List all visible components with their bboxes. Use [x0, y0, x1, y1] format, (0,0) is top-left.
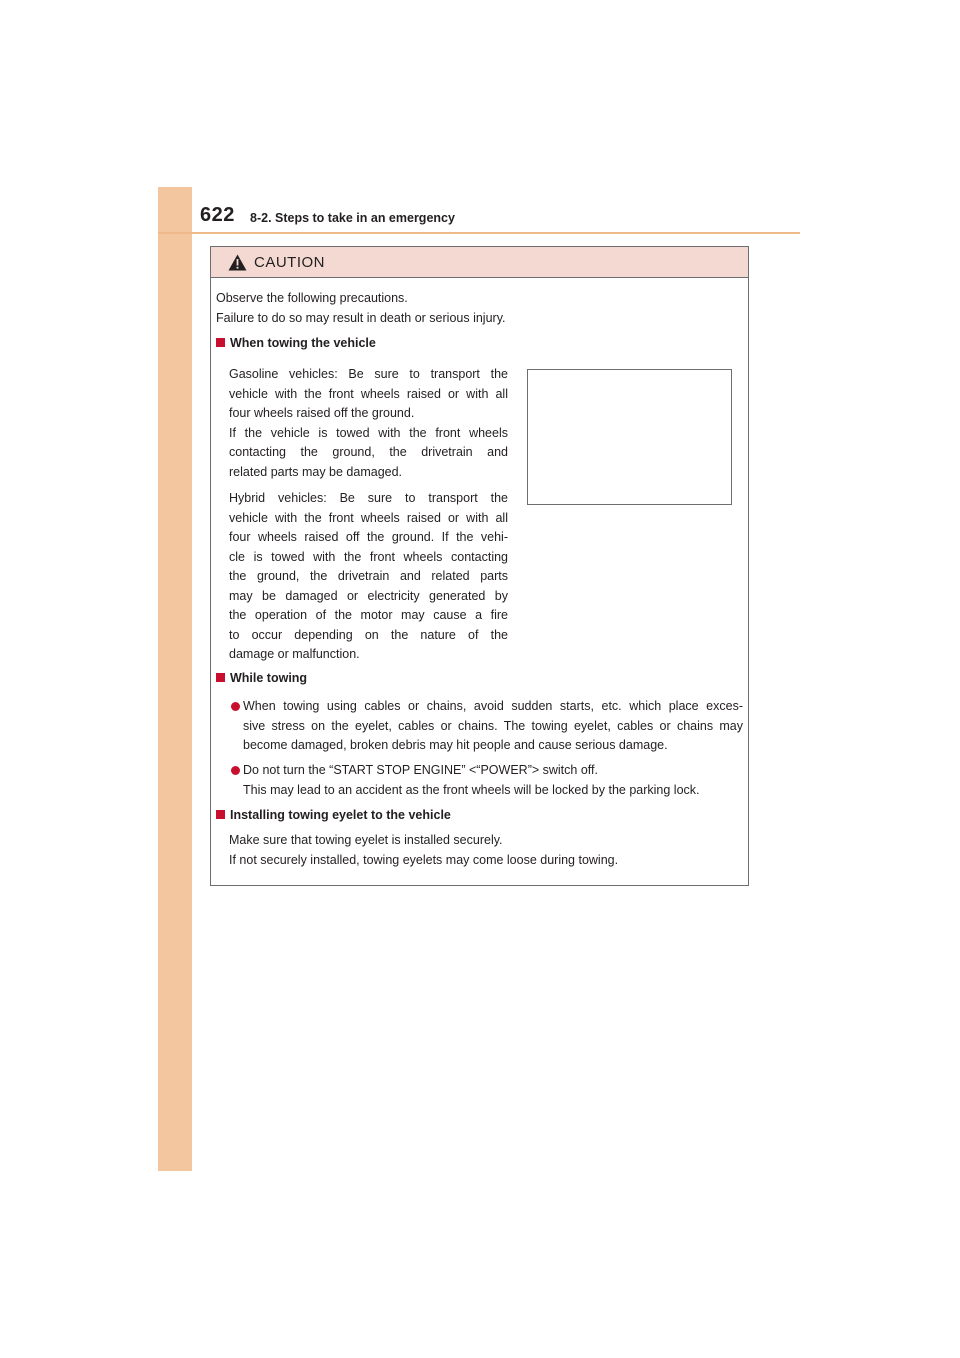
square-bullet-icon: [216, 673, 225, 682]
paragraph-line: damage or malfunction.: [229, 647, 360, 661]
paragraph-line: vehicle with the front wheels raised or with all: [229, 510, 508, 525]
caution-title: CAUTION: [254, 254, 325, 271]
caution-header: [211, 247, 748, 278]
while-towing-item: [229, 697, 743, 756]
paragraph-line: four wheels raised off the ground. If the vehi-: [229, 530, 508, 544]
heading-installing-eyelet: [216, 806, 451, 826]
header-rule: [158, 232, 800, 234]
paragraph-line: Hybrid vehicles: Be sure to transport the: [229, 491, 508, 505]
paragraph-line: cle is towed with the front wheels contacting: [229, 549, 508, 564]
paragraph-line: Make sure that towing eyelet is installed securely.: [229, 833, 503, 847]
section-title: 8-2. Steps to take in an emergency: [250, 211, 455, 225]
intro-line: Failure to do so may result in death or serious injury.: [216, 310, 506, 325]
paragraph-line: to occur depending on the nature of the: [229, 627, 508, 642]
heading-while-towing: [216, 669, 307, 689]
hybrid-paragraph: [229, 489, 508, 665]
paragraph-line: the operation of the motor may cause a fire: [229, 608, 508, 622]
paragraph-line: If the vehicle is towed with the front wheels: [229, 425, 508, 440]
item-line: Do not turn the “START STOP ENGINE” <“POWER”> switch off.: [243, 763, 598, 777]
square-bullet-icon: [216, 810, 225, 819]
paragraph-line: If not securely installed, towing eyelets may come loose during towing.: [229, 852, 619, 867]
warning-triangle-icon: [228, 254, 247, 271]
intro-line: Observe the following precautions.: [216, 291, 408, 305]
while-towing-item: [229, 761, 743, 800]
item-line: become damaged, broken debris may hit people and cause serious damage.: [243, 738, 668, 752]
item-line: sive stress on the eyelet, cables or chains. The towing eyelet, cables or chains may: [243, 718, 743, 733]
side-tab-band: [158, 187, 192, 1171]
heading-text: Installing towing eyelet to the vehicle: [230, 808, 451, 822]
paragraph-line: the ground, the drivetrain and related parts: [229, 569, 508, 583]
page-header: [200, 200, 800, 230]
page-number: 622: [200, 204, 235, 226]
item-line: When towing using cables or chains, avoid sudden starts, etc. which place exces-: [243, 699, 743, 713]
paragraph-line: four wheels raised off the ground.: [229, 406, 415, 420]
item-line: This may lead to an accident as the front wheels will be locked by the parking lock.: [243, 782, 700, 797]
square-bullet-icon: [216, 338, 225, 347]
heading-text: While towing: [230, 671, 308, 685]
caution-box: [210, 246, 749, 886]
paragraph-line: vehicle with the front wheels raised or with all: [229, 386, 508, 401]
towing-illustration: [527, 369, 732, 505]
paragraph-line: Gasoline vehicles: Be sure to transport the: [229, 367, 508, 381]
gasoline-paragraph: [229, 365, 508, 482]
caution-intro: [216, 289, 505, 328]
circle-bullet-icon: [231, 702, 240, 711]
circle-bullet-icon: [231, 766, 240, 775]
paragraph-line: contacting the ground, the drivetrain and: [229, 445, 508, 459]
paragraph-line: may be damaged or electricity generated by: [229, 588, 508, 603]
installing-eyelet-text: [229, 831, 743, 870]
heading-when-towing: [216, 334, 376, 354]
heading-text: When towing the vehicle: [230, 336, 376, 350]
paragraph-line: related parts may be damaged.: [229, 464, 403, 479]
